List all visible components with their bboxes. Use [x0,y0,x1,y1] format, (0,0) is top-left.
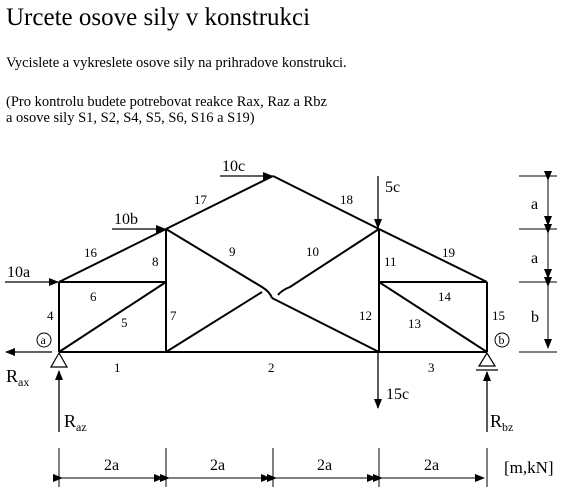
member-18 [273,176,379,229]
member-label-15: 15 [492,308,505,323]
reaction-label-rbz: $R_{bz}$ [490,411,514,434]
member-label-10: 10 [306,244,319,259]
load-label-10b: 10b [114,211,138,228]
support-b-triangle [479,353,495,366]
member-13 [379,282,487,352]
load-label-5c: 5c [385,179,401,196]
load-label-10c: 10c [222,158,246,175]
member-16 [59,229,166,282]
member-label-4: 4 [47,308,54,323]
h-dim-2: 2a [210,457,226,474]
v-dim-a2: a [531,250,539,267]
member-label-13: 13 [408,316,421,331]
units-label: [m,kN] [504,458,554,477]
member-label-3: 3 [428,360,435,375]
member-9 [166,229,272,298]
h-dim-4: 2a [424,457,440,474]
member-label-14: 14 [438,289,451,304]
support-a-label: a [40,333,46,347]
member-label-16: 16 [84,245,97,260]
member-label-6: 6 [90,289,97,304]
member-5 [59,282,166,352]
member-label-19: 19 [442,245,455,260]
v-dim-b: b [531,309,539,326]
member-label-18: 18 [340,192,353,207]
member-label-11: 11 [384,254,397,269]
member-label-17: 17 [194,192,207,207]
loads [5,176,378,408]
task-text: Vycislete a vykreslete osove sily na prihradove konstrukci. [6,55,347,71]
member-label-7: 7 [170,308,177,323]
load-label-10a: 10a [7,264,31,281]
member-10 [166,292,262,352]
support-a-triangle [51,353,67,367]
member-10b [278,229,379,295]
member-label-8: 8 [152,254,159,269]
member-label-1: 1 [114,360,121,375]
reaction-label-raz: $R_{az}$ [64,411,87,434]
vertical-dim-labels [531,196,539,326]
member-17 [166,176,273,229]
member-label-2: 2 [268,360,275,375]
h-dim-3: 2a [317,457,333,474]
control-note-line1: (Pro kontrolu budete potrebovat reakce Rax, Raz a Rbz [6,94,327,110]
h-dim-1: 2a [104,457,120,474]
member-label-12: 12 [359,308,372,323]
member-label-5: 5 [121,315,128,330]
reaction-label-rax: $R_{ax}$ [6,366,30,389]
control-note-line2: a osove sily S1, S2, S4, S5, S6, S16 a S19) [6,110,255,126]
page-title: Urcete osove sily v konstrukci [6,4,311,31]
load-label-15c: 15c [386,386,410,403]
support-b-label: b [498,333,505,347]
member-9-end [272,298,379,352]
horizontal-dimensions [59,448,487,487]
v-dim-a1: a [531,196,539,213]
horizontal-dim-labels [104,457,439,474]
member-label-9: 9 [229,244,236,259]
reaction-labels [6,366,513,434]
